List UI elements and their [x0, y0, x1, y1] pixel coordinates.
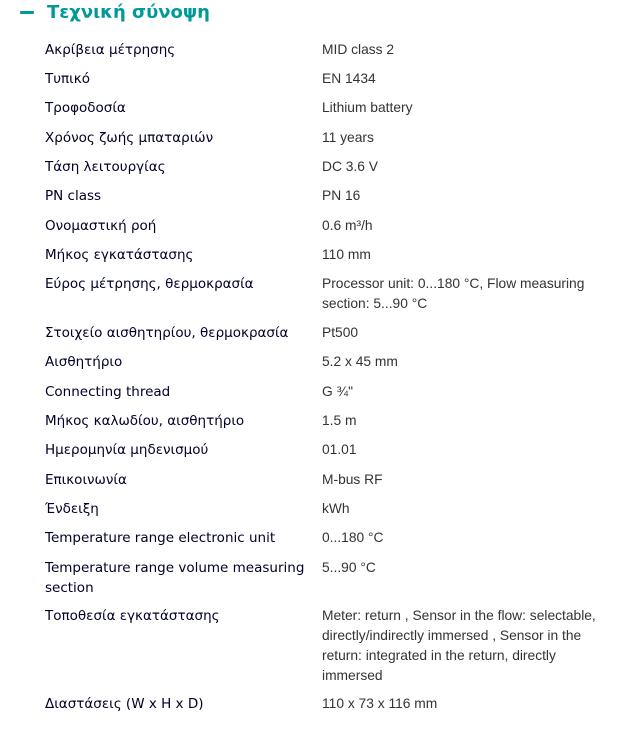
spec-label: Τοποθεσία εγκατάστασης [45, 608, 220, 624]
spec-label: Μήκος καλωδίου, αισθητήριο [45, 413, 245, 429]
spec-row [0, 694, 631, 716]
spec-label: Connecting thread [45, 384, 171, 400]
spec-value: 1.5 m [322, 413, 357, 428]
spec-label: Στοιχείο αισθητηρίου, θερμοκρασία [45, 325, 289, 341]
spec-value: 5...90 °C [322, 560, 376, 575]
spec-row [0, 216, 631, 238]
spec-value: 0...180 °C [322, 530, 384, 545]
spec-row [0, 98, 631, 120]
spec-row [0, 274, 631, 318]
spec-label: Temperature range electronic unit [45, 530, 276, 546]
spec-value: M-bus RF [322, 472, 383, 487]
spec-row [0, 323, 631, 345]
spec-row [0, 411, 631, 433]
spec-label: Ονομαστική ροή [45, 218, 157, 234]
spec-value: 110 mm [322, 247, 371, 262]
section-header[interactable] [0, 0, 631, 26]
spec-value: Lithium battery [322, 100, 413, 115]
spec-label: Τάση λειτουργίας [45, 159, 166, 175]
spec-label: Ένδειξη [45, 501, 99, 517]
spec-label: Τροφοδοσία [45, 100, 126, 116]
spec-label: PN class [45, 188, 102, 204]
spec-value: 0.6 m³/h [322, 218, 373, 233]
spec-label: Ακρίβεια μέτρησης [45, 42, 176, 58]
section-title[interactable]: Τεχνική σύνοψη [47, 2, 210, 23]
spec-label: Χρόνος ζωής μπαταριών [45, 130, 214, 146]
spec-row [0, 606, 631, 690]
spec-row [0, 186, 631, 208]
spec-row [0, 157, 631, 179]
spec-label: Temperature range volume measuring section [45, 560, 305, 596]
minus-icon[interactable] [20, 11, 34, 14]
spec-value: G ¾" [322, 384, 353, 399]
spec-row [0, 382, 631, 404]
spec-label: Τυπικό [45, 71, 90, 87]
spec-row [0, 245, 631, 267]
spec-value: Meter: return , Sensor in the flow: selectable, directly/indirectly immersed , Sensor in the return: integrated in the return, directly immersed [322, 608, 596, 683]
spec-row [0, 40, 631, 62]
spec-row [0, 528, 631, 550]
spec-label: Διαστάσεις (W x H x D) [45, 696, 204, 712]
spec-value: 11 years [322, 130, 374, 145]
spec-value: kWh [322, 501, 350, 516]
spec-label: Ημερομηνία μηδενισμού [45, 442, 209, 458]
spec-value: MID class 2 [322, 42, 395, 57]
spec-label: Μήκος εγκατάστασης [45, 247, 194, 263]
spec-value: 5.2 x 45 mm [322, 354, 398, 369]
spec-row [0, 558, 631, 602]
spec-row [0, 352, 631, 374]
spec-value: PN 16 [322, 188, 361, 203]
spec-value: Pt500 [322, 325, 359, 340]
spec-row [0, 440, 631, 462]
spec-label: Εύρος μέτρησης, θερμοκρασία [45, 276, 254, 292]
spec-row [0, 470, 631, 492]
spec-value: 01.01 [322, 442, 357, 457]
spec-row [0, 69, 631, 91]
spec-value: DC 3.6 V [322, 159, 378, 174]
spec-row [0, 499, 631, 521]
spec-value: Processor unit: 0...180 °C, Flow measuring section: 5...90 °C [322, 276, 585, 311]
spec-label: Επικοινωνία [45, 472, 127, 488]
spec-value: EN 1434 [322, 71, 376, 86]
spec-row [0, 128, 631, 150]
spec-value: 110 x 73 x 116 mm [322, 696, 438, 711]
spec-label: Αισθητήριο [45, 354, 123, 370]
